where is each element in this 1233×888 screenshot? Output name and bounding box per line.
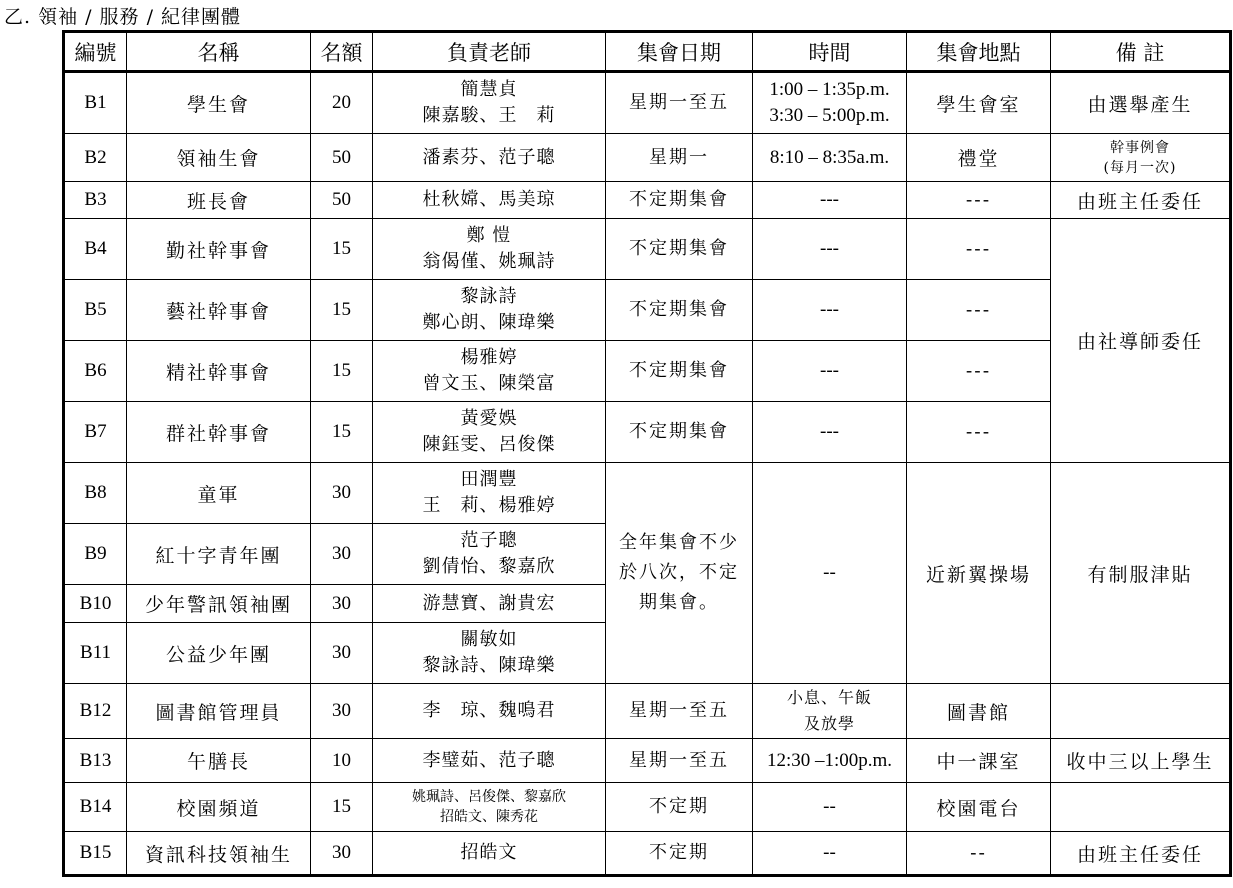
header-meeting-day: 集會日期	[606, 32, 753, 72]
row-code: B2	[64, 134, 127, 182]
row-quota: 15	[311, 402, 373, 463]
teacher-line: 楊雅婷	[460, 347, 518, 368]
row-day: 不定期集會	[606, 182, 753, 219]
row-day: 不定期集會	[606, 219, 753, 280]
row-teachers	[373, 72, 606, 134]
row-name: 校園頻道	[127, 783, 311, 832]
row-time: 12:30 –1:00p.m.	[753, 739, 907, 783]
row-teachers: 潘素芬、范子聰	[373, 134, 606, 182]
row-code: B14	[64, 783, 127, 832]
row-name: 藝社幹事會	[127, 280, 311, 341]
time-line: 1:00 – 1:35p.m.	[769, 79, 890, 100]
teacher-line: 劉倩怡、黎嘉欣	[422, 556, 556, 577]
teacher-line: 招皓文、陳秀花	[440, 809, 538, 825]
row-name: 資訊科技領袖生	[127, 832, 311, 876]
row-code: B9	[64, 524, 127, 585]
row-place: ---	[907, 341, 1051, 402]
header-teachers: 負責老師	[373, 32, 606, 72]
row-day: 星期一至五	[606, 739, 753, 783]
header-quota: 名額	[311, 32, 373, 72]
row-place: --	[907, 832, 1051, 876]
row-day: 不定期	[606, 783, 753, 832]
row-time: ---	[753, 219, 907, 280]
table-row	[64, 72, 1231, 134]
row-code: B8	[64, 463, 127, 524]
row-remark: 收中三以上學生	[1051, 739, 1231, 783]
table-row	[64, 134, 1231, 182]
row-day: 不定期集會	[606, 341, 753, 402]
row-place: ---	[907, 219, 1051, 280]
row-day: 星期一至五	[606, 72, 753, 134]
day-line: 全年集會不少	[619, 532, 739, 553]
row-name: 少年警訊領袖團	[127, 585, 311, 623]
row-teachers	[373, 219, 606, 280]
table-row	[64, 463, 1231, 524]
row-teachers	[373, 280, 606, 341]
header-code: 編號	[64, 32, 127, 72]
row-code: B1	[64, 72, 127, 134]
row-place: ---	[907, 402, 1051, 463]
row-code: B3	[64, 182, 127, 219]
row-code: B10	[64, 585, 127, 623]
teacher-line: 黃愛娛	[460, 408, 518, 429]
row-quota: 30	[311, 623, 373, 684]
row-quota: 10	[311, 739, 373, 783]
row-remark: 由選舉產生	[1051, 72, 1231, 134]
teacher-line: 簡慧貞	[460, 79, 518, 100]
row-name: 勤社幹事會	[127, 219, 311, 280]
row-time	[753, 684, 907, 739]
header-time: 時間	[753, 32, 907, 72]
row-time: ---	[753, 280, 907, 341]
table-row	[64, 182, 1231, 219]
row-place: 圖書館	[907, 684, 1051, 739]
row-quota: 30	[311, 524, 373, 585]
teacher-line: 鄭 愷	[466, 225, 512, 246]
row-time: 8:10 – 8:35a.m.	[753, 134, 907, 182]
row-place: 禮堂	[907, 134, 1051, 182]
row-quota: 15	[311, 341, 373, 402]
header-row	[64, 32, 1231, 72]
teacher-line: 陳嘉駿、王 莉	[422, 105, 556, 126]
teacher-line: 陳鈺雯、呂俊傑	[422, 434, 556, 455]
row-name: 學生會	[127, 72, 311, 134]
row-place: ---	[907, 280, 1051, 341]
section-heading: 乙. 領袖 / 服務 / 紀律團體	[4, 6, 242, 28]
row-quota: 30	[311, 684, 373, 739]
row-quota: 15	[311, 280, 373, 341]
table-row	[64, 219, 1231, 280]
row-day: 星期一至五	[606, 684, 753, 739]
row-remark	[1051, 684, 1231, 739]
row-place: 中一課室	[907, 739, 1051, 783]
time-line: 3:30 – 5:00p.m.	[769, 105, 890, 126]
row-name: 紅十字青年團	[127, 524, 311, 585]
teacher-line: 翁偈僅、姚珮詩	[422, 251, 556, 272]
teacher-line: 王 莉、楊雅婷	[422, 495, 556, 516]
row-teachers: 李 琼、魏鳴君	[373, 684, 606, 739]
merged-day-b8-b11	[606, 463, 753, 684]
row-quota: 50	[311, 182, 373, 219]
row-time	[753, 72, 907, 134]
row-time: ---	[753, 341, 907, 402]
row-code: B4	[64, 219, 127, 280]
day-line: 於八次，不定	[619, 562, 739, 583]
row-time: ---	[753, 182, 907, 219]
row-name: 午膳長	[127, 739, 311, 783]
teacher-line: 鄭心朗、陳瑋樂	[422, 312, 556, 333]
table-row	[64, 832, 1231, 876]
row-day: 不定期集會	[606, 402, 753, 463]
row-quota: 30	[311, 585, 373, 623]
row-remark	[1051, 783, 1231, 832]
row-code: B7	[64, 402, 127, 463]
row-code: B12	[64, 684, 127, 739]
row-name: 精社幹事會	[127, 341, 311, 402]
row-code: B5	[64, 280, 127, 341]
row-quota: 15	[311, 783, 373, 832]
row-teachers: 招皓文	[373, 832, 606, 876]
row-remark: 由班主任委任	[1051, 182, 1231, 219]
row-teachers	[373, 341, 606, 402]
row-quota: 15	[311, 219, 373, 280]
row-code: B11	[64, 623, 127, 684]
row-day: 不定期集會	[606, 280, 753, 341]
teacher-line: 關敏如	[460, 629, 518, 650]
row-name: 班長會	[127, 182, 311, 219]
merged-remark-b4-b7: 由社導師委任	[1051, 219, 1231, 463]
remark-line: (每月一次)	[1103, 159, 1177, 176]
day-line: 期集會。	[639, 592, 719, 613]
row-name: 圖書館管理員	[127, 684, 311, 739]
merged-time-b8-b11: --	[753, 463, 907, 684]
teacher-line: 田潤豐	[460, 469, 518, 490]
row-place: 校園電台	[907, 783, 1051, 832]
row-code: B15	[64, 832, 127, 876]
table-row	[64, 739, 1231, 783]
row-teachers	[373, 524, 606, 585]
groups-table	[62, 30, 1232, 877]
row-teachers	[373, 463, 606, 524]
row-day: 星期一	[606, 134, 753, 182]
row-code: B6	[64, 341, 127, 402]
row-quota: 50	[311, 134, 373, 182]
row-place: 學生會室	[907, 72, 1051, 134]
row-day: 不定期	[606, 832, 753, 876]
teacher-line: 黎詠詩、陳瑋樂	[422, 655, 556, 676]
teacher-line: 黎詠詩	[460, 286, 518, 307]
row-quota: 30	[311, 832, 373, 876]
row-teachers: 李璧茹、范子聰	[373, 739, 606, 783]
merged-place-b8-b11: 近新翼操場	[907, 463, 1051, 684]
row-quota: 30	[311, 463, 373, 524]
row-quota: 20	[311, 72, 373, 134]
row-teachers: 游慧寶、謝貴宏	[373, 585, 606, 623]
header-remarks: 備 註	[1051, 32, 1231, 72]
time-line: 及放學	[803, 714, 855, 733]
row-teachers	[373, 402, 606, 463]
table-row	[64, 684, 1231, 739]
row-remark	[1051, 134, 1231, 182]
row-time: --	[753, 783, 907, 832]
row-teachers: 杜秋嫦、馬美琼	[373, 182, 606, 219]
teacher-line: 范子聰	[460, 530, 518, 551]
row-name: 公益少年團	[127, 623, 311, 684]
merged-remark-b8-b11: 有制服津貼	[1051, 463, 1231, 684]
header-place: 集會地點	[907, 32, 1051, 72]
row-place: ---	[907, 182, 1051, 219]
teacher-line: 曾文玉、陳榮富	[422, 373, 556, 394]
time-line: 小息、午飯	[786, 688, 872, 707]
row-remark: 由班主任委任	[1051, 832, 1231, 876]
row-teachers	[373, 783, 606, 832]
row-teachers	[373, 623, 606, 684]
row-time: ---	[753, 402, 907, 463]
row-name: 領袖生會	[127, 134, 311, 182]
row-name: 群社幹事會	[127, 402, 311, 463]
row-time: --	[753, 832, 907, 876]
teacher-line: 姚珮詩、呂俊傑、黎嘉欣	[412, 789, 566, 805]
row-name: 童軍	[127, 463, 311, 524]
table-row	[64, 783, 1231, 832]
row-code: B13	[64, 739, 127, 783]
header-name: 名稱	[127, 32, 311, 72]
remark-line: 幹事例會	[1110, 139, 1170, 156]
